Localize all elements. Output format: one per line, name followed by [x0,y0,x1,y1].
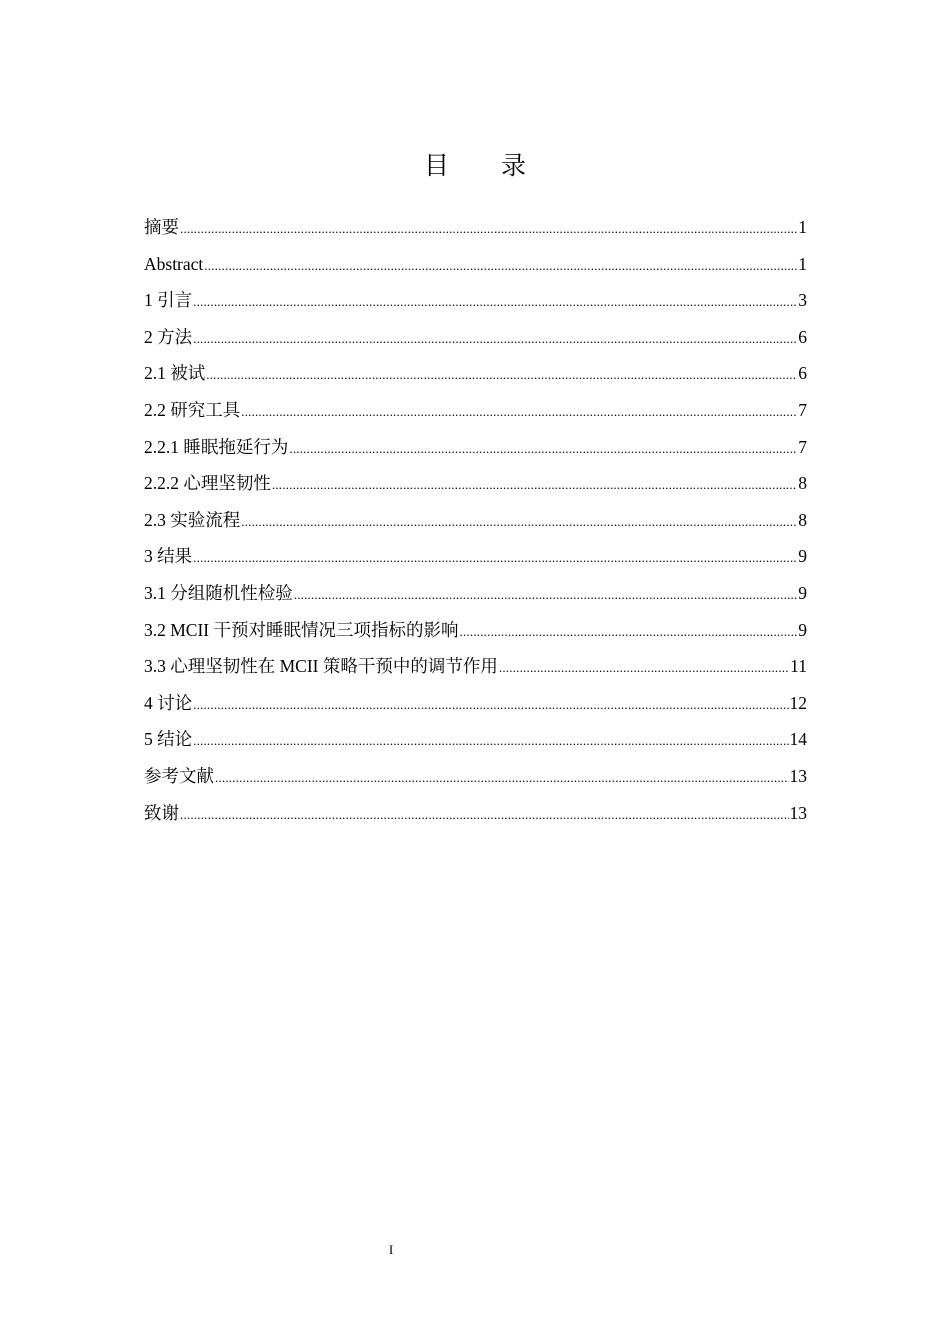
toc-entry-label: Abstract [144,253,204,274]
toc-dot-leader [499,651,789,683]
toc-entry-page: 9 [798,546,807,567]
toc-entry[interactable] [144,724,807,761]
toc-entry[interactable] [144,505,807,542]
toc-dot-leader [294,578,798,610]
toc-entry-page: 13 [789,802,807,823]
toc-entry-page: 3 [798,290,807,311]
toc-dot-leader [215,761,789,793]
toc-entry[interactable] [144,468,807,505]
toc-entry-page: 11 [790,656,807,677]
toc-entry-page: 6 [798,326,807,347]
toc-entry-label: 2.1 被试 [144,363,206,384]
toc-entry[interactable] [144,358,807,395]
toc-entry-label: 2.2.1 睡眠拖延行为 [144,436,289,457]
toc-entry-label: 致谢 [144,802,179,823]
toc-entry-page: 6 [798,363,807,384]
toc-entry-page: 12 [789,692,807,713]
toc-entry-page: 9 [798,582,807,603]
footer-page-number: I [388,1242,394,1257]
toc-dot-leader [206,358,797,390]
toc-entry[interactable] [144,688,807,725]
toc-entry[interactable] [144,651,807,688]
toc-entry-label: 参考文献 [144,765,214,786]
toc-entry-page: 7 [798,436,807,457]
toc-entry-label: 3.3 心理坚韧性在 MCII 策略干预中的调节作用 [144,656,498,677]
toc-entry[interactable] [144,249,807,286]
toc-entry[interactable] [144,798,807,835]
toc-entry-label: 4 讨论 [144,692,193,713]
toc-dot-leader [193,285,797,317]
toc-dot-leader [289,432,797,464]
toc-dot-leader [193,541,797,573]
toc-entry[interactable] [144,432,807,469]
toc-entry[interactable] [144,578,807,615]
toc-entry-label: 摘要 [144,217,179,237]
toc-list [144,212,807,834]
toc-entry-label: 2.2.2 心理坚韧性 [144,473,271,494]
toc-entry[interactable] [144,322,807,359]
toc-dot-leader [272,468,797,500]
toc-dot-leader [193,322,797,354]
toc-entry-page: 14 [789,729,807,750]
toc-dot-leader [460,615,798,647]
toc-entry[interactable] [144,541,807,578]
toc-entry-label: 2.2 研究工具 [144,399,241,420]
toc-dot-leader [204,249,797,281]
toc-title: 目 录 [424,151,548,180]
toc-entry-page: 13 [789,765,807,786]
toc-entry-label: 5 结论 [144,729,193,750]
toc-entry-page: 1 [798,253,807,274]
toc-entry-label: 2 方法 [144,326,193,347]
toc-dot-leader [180,212,797,244]
toc-entry-page: 8 [798,509,807,530]
toc-dot-leader [193,688,788,720]
toc-entry[interactable] [144,761,807,798]
toc-entry[interactable] [144,212,807,249]
toc-dot-leader [193,724,788,756]
toc-dot-leader [241,505,797,537]
toc-entry-page: 9 [798,619,807,640]
toc-dot-leader [180,798,789,830]
toc-dot-leader [241,395,797,427]
toc-entry-label: 1 引言 [144,290,193,311]
toc-entry-label: 3.1 分组随机性检验 [144,582,293,603]
toc-entry-label: 2.3 实验流程 [144,509,241,530]
toc-entry-page: 7 [798,399,807,420]
toc-entry-label: 3.2 MCII 干预对睡眠情况三项指标的影响 [144,619,459,640]
toc-entry-page: 1 [798,217,807,237]
toc-entry-page: 8 [798,473,807,494]
toc-entry[interactable] [144,615,807,652]
toc-entry-label: 3 结果 [144,546,193,567]
toc-entry[interactable] [144,285,807,322]
toc-entry[interactable] [144,395,807,432]
